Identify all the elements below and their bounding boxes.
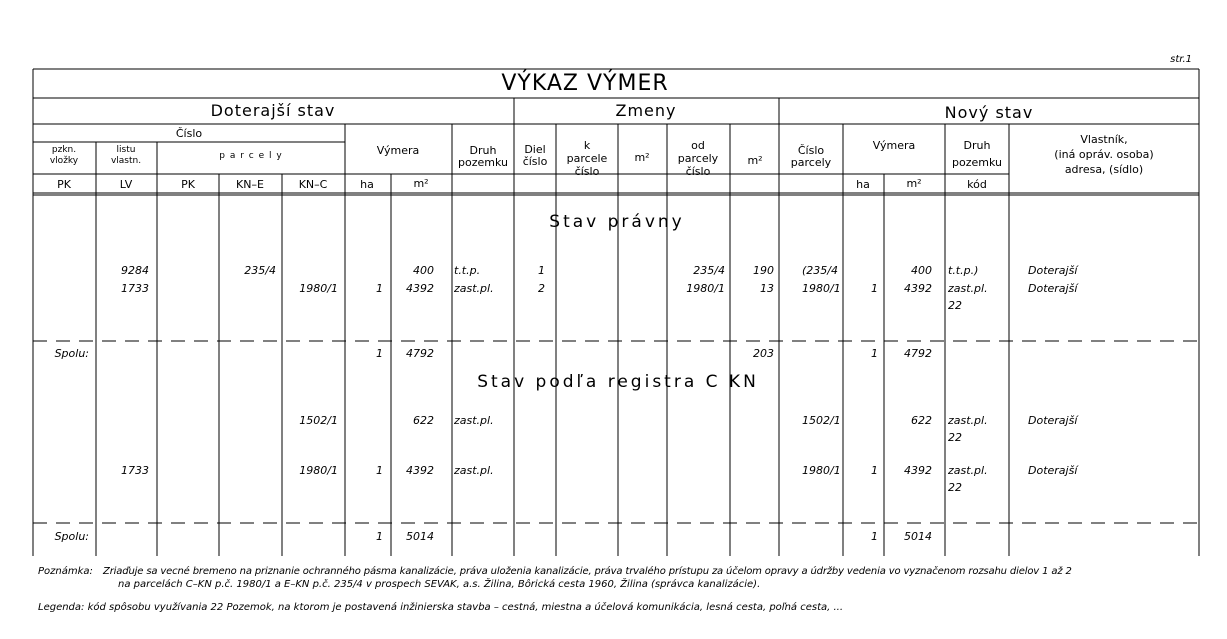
sum1-label: Spolu: <box>54 347 89 360</box>
header-listu: listu <box>116 145 136 155</box>
r3-new-m2: 622 <box>911 414 932 427</box>
header-vlastn: vlastn. <box>110 156 142 166</box>
section-stav-registra: Stav podľa registra C KN <box>477 372 759 392</box>
sum1-new-ha: 1 <box>871 347 878 360</box>
header-od-cislo: číslo <box>685 165 711 178</box>
section-stav-pravny: Stav právny <box>549 212 685 232</box>
r1-m2: 400 <box>413 264 434 277</box>
sum1-zm2: 203 <box>753 347 774 360</box>
header-druh: Druh <box>469 144 497 157</box>
header-ha: ha <box>360 178 374 191</box>
header-parcele: parcele <box>566 152 608 165</box>
r2-zm2: 13 <box>760 282 774 295</box>
r3-new-parcela: 1502/1 <box>802 414 841 427</box>
section-changes: Zmeny <box>615 101 677 120</box>
r4-new-druh: zast.pl. <box>948 464 988 477</box>
r1-kne: 235/4 <box>244 264 276 277</box>
r1-od: 235/4 <box>693 264 725 277</box>
header-pk2: PK <box>181 178 195 191</box>
r4-new-ha: 1 <box>871 464 878 477</box>
r2-vlastnik: Doterajší <box>1028 282 1078 295</box>
header-pk: PK <box>57 178 71 191</box>
r2-new-m2: 4392 <box>904 282 932 295</box>
header-k-cislo: číslo <box>574 165 600 178</box>
header-kne: KN–E <box>236 178 264 191</box>
header-diel-cislo: číslo <box>522 155 548 168</box>
header-pzkn: pzkn. <box>51 145 77 155</box>
r4-new-m2: 4392 <box>904 464 932 477</box>
sum2-new-m2: 5014 <box>904 530 932 543</box>
header-parcely: p a r c e l y <box>219 151 283 161</box>
r1-vlastnik: Doterajší <box>1028 264 1078 277</box>
header-od: od <box>691 139 705 152</box>
header-kod: kód <box>967 178 987 191</box>
header-new-parcely: parcely <box>790 156 832 169</box>
sum2-new-ha: 1 <box>871 530 878 543</box>
header-vlastnik3: adresa, (sídlo) <box>1064 163 1144 176</box>
r4-knc: 1980/1 <box>299 464 338 477</box>
header-zm-m2: m² <box>634 151 650 164</box>
r3-new-kod: 22 <box>948 431 962 444</box>
r1-new-parcela: (235/4 <box>802 264 838 277</box>
r1-new-m2: 400 <box>911 264 932 277</box>
header-knc: KN–C <box>298 178 328 191</box>
r4-lv: 1733 <box>121 464 149 477</box>
r4-new-kod: 22 <box>948 481 962 494</box>
r2-new-ha: 1 <box>871 282 878 295</box>
r3-druh: zast.pl. <box>454 414 494 427</box>
r1-zm2: 190 <box>753 264 774 277</box>
header-new-cislo: Číslo <box>797 144 825 157</box>
r3-knc: 1502/1 <box>299 414 338 427</box>
header-cislo: Číslo <box>175 127 203 140</box>
sum1-ha: 1 <box>376 347 383 360</box>
header-new-m2: m² <box>906 177 922 190</box>
r1-new-druh: t.t.p.) <box>948 264 979 277</box>
header-od-parcely: parcely <box>677 152 719 165</box>
r2-lv: 1733 <box>121 282 149 295</box>
r1-diel: 1 <box>538 264 545 277</box>
r4-vlastnik: Doterajší <box>1028 464 1078 477</box>
sum2-ha: 1 <box>376 530 383 543</box>
poznamka-line1: Zriaďuje sa vecné bremeno na priznanie ochranného pásma kanalizácie, práva uloženia kanalizácie, práva trvalého prístupu za účelom opravy a údržby vedenia vo vyznačenom rozsahu dielov 1 až 2 <box>103 566 1072 577</box>
r4-ha: 1 <box>376 464 383 477</box>
sum1-new-m2: 4792 <box>904 347 932 360</box>
section-old: Doterajší stav <box>210 101 336 120</box>
header-vlozky: vložky <box>49 156 79 166</box>
header-vlastnik: Vlastník, <box>1080 133 1128 146</box>
header-pozemku: pozemku <box>458 156 508 169</box>
page-title: VÝKAZ VÝMER <box>501 71 669 96</box>
header-m2: m² <box>413 177 429 190</box>
r2-m2: 4392 <box>406 282 434 295</box>
poznamka-line2: na parcelách C–KN p.č. 1980/1 a E–KN p.č. 235/4 v prospech SEVAK, a.s. Žilina, Bôrická cesta 1960, Žilina (správca kanalizácie). <box>118 579 761 590</box>
header-zm2-m2: m² <box>747 154 763 167</box>
header-lv: LV <box>119 178 133 191</box>
header-diel: Diel <box>524 143 546 156</box>
sum2-label: Spolu: <box>54 530 89 543</box>
r2-new-druh: zast.pl. <box>948 282 988 295</box>
header-k: k <box>583 139 591 152</box>
r2-od: 1980/1 <box>686 282 725 295</box>
r2-ha: 1 <box>376 282 383 295</box>
r4-druh: zast.pl. <box>454 464 494 477</box>
r4-new-parcela: 1980/1 <box>802 464 841 477</box>
section-new: Nový stav <box>944 103 1034 122</box>
header-new-ha: ha <box>856 178 870 191</box>
sum1-m2: 4792 <box>406 347 434 360</box>
page-number: str.1 <box>1170 54 1192 65</box>
r1-lv: 9284 <box>121 264 149 277</box>
legenda: Legenda: kód spôsobu využívania 22 Pozemok, na ktorom je postavená inžinierska stavba – cestná, miestna a účelová komunikácia, lesná cesta, poľná cesta, ... <box>38 602 844 613</box>
header-vlastnik2: (iná opráv. osoba) <box>1054 148 1154 161</box>
r3-m2: 622 <box>413 414 434 427</box>
header-vymera: Výmera <box>376 144 420 157</box>
r2-new-kod: 22 <box>948 299 962 312</box>
r3-vlastnik: Doterajší <box>1028 414 1078 427</box>
r4-m2: 4392 <box>406 464 434 477</box>
r3-new-druh: zast.pl. <box>948 414 988 427</box>
header-new-pozemku: pozemku <box>952 156 1002 169</box>
r2-druh: zast.pl. <box>454 282 494 295</box>
r2-diel: 2 <box>538 282 545 295</box>
r2-knc: 1980/1 <box>299 282 338 295</box>
poznamka-label: Poznámka: <box>38 566 93 577</box>
header-new-druh: Druh <box>963 139 991 152</box>
header-new-vymera: Výmera <box>872 139 916 152</box>
r1-druh: t.t.p. <box>454 264 481 277</box>
r2-new-parcela: 1980/1 <box>802 282 841 295</box>
sum2-m2: 5014 <box>406 530 434 543</box>
